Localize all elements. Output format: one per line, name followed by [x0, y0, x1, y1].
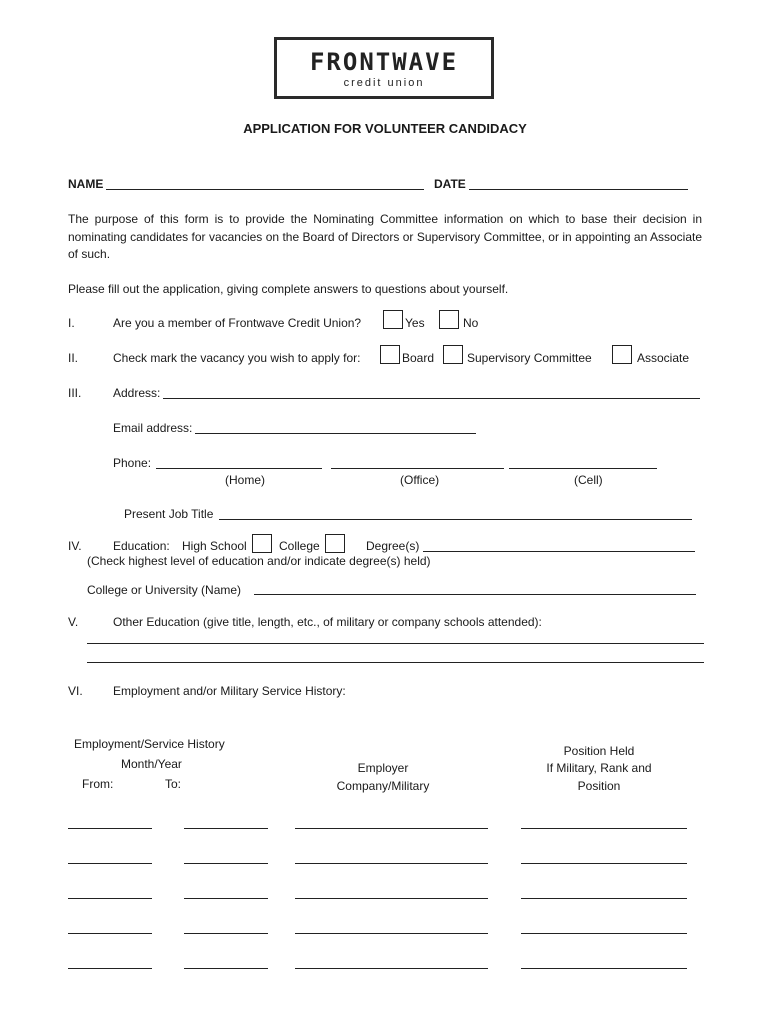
name-label: NAME — [68, 177, 104, 191]
office-label: (Office) — [400, 473, 440, 487]
email-field[interactable] — [195, 433, 476, 434]
to-header: To: — [165, 777, 182, 791]
job-title-field[interactable] — [219, 519, 692, 520]
from-header: From: — [82, 777, 114, 791]
q2-text: Check mark the vacancy you wish to apply for: — [113, 351, 361, 365]
supervisory-label: Supervisory Committee — [467, 351, 592, 365]
month-year-header: Month/Year — [121, 757, 182, 771]
history-header: Employment/Service History — [74, 737, 225, 751]
board-checkbox[interactable] — [380, 345, 400, 364]
rank-header: If Military, Rank and — [546, 761, 652, 775]
supervisory-checkbox[interactable] — [443, 345, 463, 364]
university-label: College or University (Name) — [87, 583, 242, 597]
address-field[interactable] — [163, 398, 700, 399]
position-header-2: Position — [577, 779, 621, 793]
from-field-row-3[interactable] — [68, 898, 152, 899]
position-field-row-5[interactable] — [521, 968, 687, 969]
position-header: Position Held — [563, 744, 635, 758]
yes-label: Yes — [405, 316, 425, 330]
to-field-row-2[interactable] — [184, 863, 268, 864]
position-field-row-2[interactable] — [521, 863, 687, 864]
degrees-label: Degree(s) — [366, 539, 420, 553]
address-label: Address: — [113, 386, 161, 400]
college-checkbox[interactable] — [325, 534, 345, 553]
education-note: (Check highest level of education and/or indicate degree(s) held) — [87, 554, 431, 568]
employment-label: Employment and/or Military Service History: — [113, 684, 346, 698]
position-field-row-4[interactable] — [521, 933, 687, 934]
from-field-row-4[interactable] — [68, 933, 152, 934]
high-school-label: High School — [182, 539, 247, 553]
other-education-line-2[interactable] — [87, 662, 704, 663]
employer-field-row-2[interactable] — [295, 863, 488, 864]
company-military-header: Company/Military — [336, 779, 430, 793]
form-title: APPLICATION FOR VOLUNTEER CANDIDACY — [243, 121, 527, 136]
university-field[interactable] — [254, 594, 696, 595]
frontwave-logo — [274, 37, 494, 99]
employer-field-row-1[interactable] — [295, 828, 488, 829]
office-phone-field[interactable] — [331, 468, 504, 469]
no-label: No — [463, 316, 479, 330]
other-education-label: Other Education (give title, length, etc., of military or company schools attended): — [113, 615, 542, 629]
member-no-checkbox[interactable] — [439, 310, 459, 329]
to-field-row-5[interactable] — [184, 968, 268, 969]
phone-label: Phone: — [113, 456, 152, 470]
to-field-row-3[interactable] — [184, 898, 268, 899]
employer-field-row-4[interactable] — [295, 933, 488, 934]
board-label: Board — [402, 351, 435, 365]
purpose-paragraph: The purpose of this form is to provide the Nominating Committee information on which to base their decision in nominating candidates for vacancies on the Board of Directors or Supervisory Committee, or in appointing an Associate of such. — [68, 212, 702, 261]
from-field-row-2[interactable] — [68, 863, 152, 864]
q4-number: IV. — [68, 539, 82, 553]
from-field-row-1[interactable] — [68, 828, 152, 829]
degrees-field[interactable] — [423, 551, 695, 552]
q6-number: VI. — [68, 684, 83, 698]
to-field-row-4[interactable] — [184, 933, 268, 934]
email-label: Email address: — [113, 421, 193, 435]
instructions: Please fill out the application, giving complete answers to questions about yourself. — [68, 282, 509, 296]
q3-number: III. — [68, 386, 82, 400]
to-field-row-1[interactable] — [184, 828, 268, 829]
home-label: (Home) — [225, 473, 266, 487]
logo-subtitle: credit union — [343, 77, 425, 89]
date-field[interactable] — [469, 189, 688, 190]
from-field-row-5[interactable] — [68, 968, 152, 969]
college-label: College — [279, 539, 320, 553]
q5-number: V. — [68, 615, 79, 629]
q1-text: Are you a member of Frontwave Credit Union? — [113, 316, 362, 330]
q1-number: I. — [68, 316, 75, 330]
name-field[interactable] — [106, 189, 424, 190]
cell-label: (Cell) — [574, 473, 603, 487]
high-school-checkbox[interactable] — [252, 534, 272, 553]
date-label: DATE — [434, 177, 466, 191]
cell-phone-field[interactable] — [509, 468, 657, 469]
employer-header: Employer — [357, 761, 409, 775]
associate-label: Associate — [637, 351, 690, 365]
job-title-label: Present Job Title — [124, 507, 214, 521]
position-field-row-3[interactable] — [521, 898, 687, 899]
employer-field-row-3[interactable] — [295, 898, 488, 899]
associate-checkbox[interactable] — [612, 345, 632, 364]
member-yes-checkbox[interactable] — [383, 310, 403, 329]
employer-field-row-5[interactable] — [295, 968, 488, 969]
other-education-line-1[interactable] — [87, 643, 704, 644]
home-phone-field[interactable] — [156, 468, 322, 469]
logo-brand: FRONTWAVE — [309, 48, 459, 76]
position-field-row-1[interactable] — [521, 828, 687, 829]
education-label: Education: — [113, 539, 170, 553]
q2-number: II. — [68, 351, 79, 365]
